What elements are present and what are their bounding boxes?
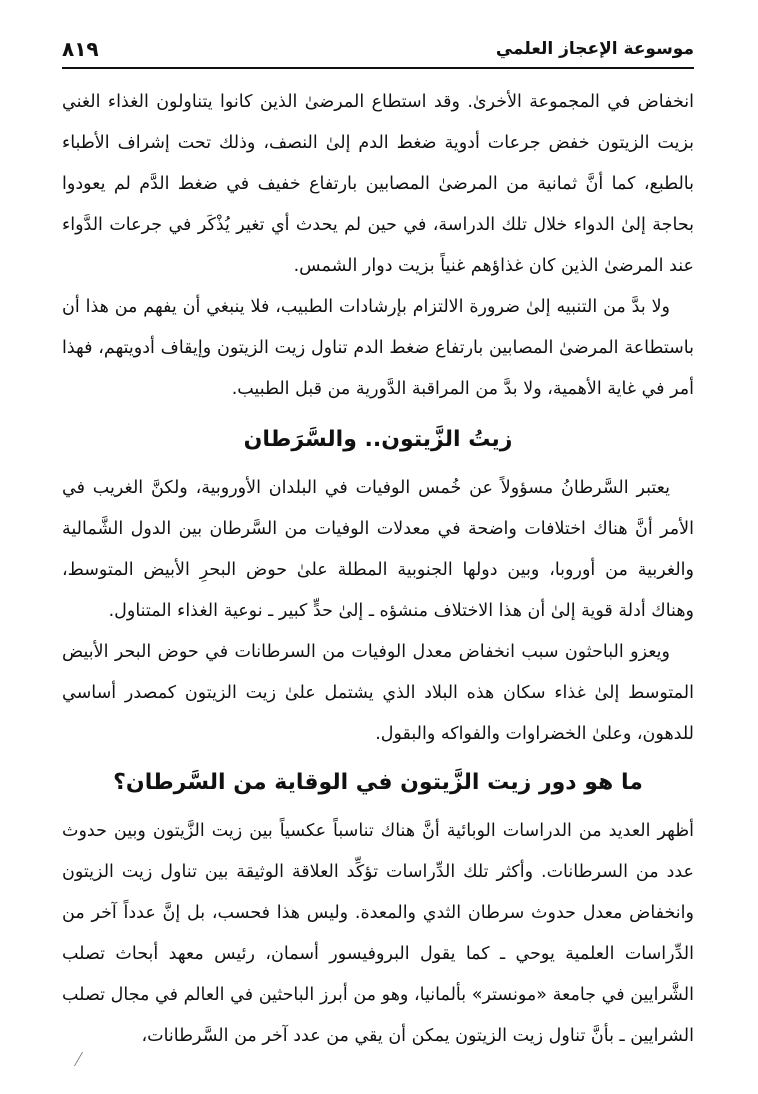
page-header: [62, 32, 694, 66]
section-heading: ما هو دور زيت الزَّيتون في الوقاية من السَّرطان؟: [113, 770, 643, 795]
paragraph: انخفاض في المجموعة الأخرىٰ. وقد استطاع المرضىٰ الذين كانوا يتناولون الغذاء الغني بزيت الزيتون خفض جرعات أدوية ضغط الدم إلىٰ النصف، وذلك تحت إشراف الأطباء بالطبع، كما أنَّ ثمانية من المرضىٰ المصابين بارتفاع خفيف في ضغط الدَّم لم يعودوا بحاجة إلىٰ الدواء خلال تلك الدراسة، في حين لم يحدث أي تغير يُذْكَر في جرعات الدَّواء عند المرضىٰ الذين كان غذاؤهم غنياً بزيت دوار الشمس.: [62, 92, 694, 276]
page-number: ٨١٩: [62, 37, 99, 61]
paragraph: أظهر العديد من الدراسات الوبائية أنَّ هناك تناسباً عكسياً بين زيت الزَّيتون وبين حدوث عدد من السرطانات. وأكثر تلك الدِّراسات تؤكِّد العلاقة الوثيقة بين تناول زيت الزيتون وانخفاض معدل حدوث سرطان الثدي والمعدة. وليس هذا فحسب، بل إنَّ عدداً آخر من الدِّراسات العلمية يوحي ـ كما يقول البروفيسور أسمان، رئيس معهد أبحاث تصلب الشَّرايين في جامعة «مونستر» بألمانيا، وهو من أبرز الباحثين في العالم في مجال تصلب الشرايين ـ بأنَّ تناول زيت الزيتون يمكن أن يقي من عدد آخر من السَّرطانات،: [62, 821, 694, 1046]
paragraph: يعتبر السَّرطانُ مسؤولاً عن خُمس الوفيات في البلدان الأوروبية، ولكنَّ الغريب في الأمر أنَّ هناك اختلافات واضحة في معدلات الوفيات من السَّرطان بين الدول الشَّمالية والغربية من أوروبا، وبين دولها الجنوبية المطلة علىٰ حوض البحرِ الأبيض المتوسط، وهناك أدلة قوية إلىٰ أن هذا الاختلاف منشؤه ـ إلىٰ حدٍّ كبير ـ نوعية الغذاء المتناول.: [62, 478, 694, 621]
page-body: [62, 82, 694, 1057]
paragraph: ويعزو الباحثون سبب انخفاض معدل الوفيات من السرطانات في حوض البحر الأبيض المتوسط إلىٰ غذاء سكان هذه البلاد الذي يشتمل علىٰ زيت الزيتون كمصدر أساسي للدهون، وعلىٰ الخضراوات والفواكه والبقول.: [62, 642, 694, 744]
running-title: موسوعة الإعجاز العلمي: [495, 39, 694, 59]
section-heading: زيتُ الزَّيتون.. والسَّرَطان: [243, 427, 513, 452]
header-divider: [62, 67, 694, 69]
paragraph: ولا بدَّ من التنبيه إلىٰ ضرورة الالتزام بإرشادات الطبيب، فلا ينبغي أن يفهم من هذا أن باستطاعة المرضىٰ المصابين بارتفاع ضغط الدم تناول زيت الزيتون وإيقاف أدويتهم، فهذا أمر في غاية الأهمية، ولا بدَّ من المراقبة الدَّورية من قبل الطبيب.: [62, 297, 694, 399]
